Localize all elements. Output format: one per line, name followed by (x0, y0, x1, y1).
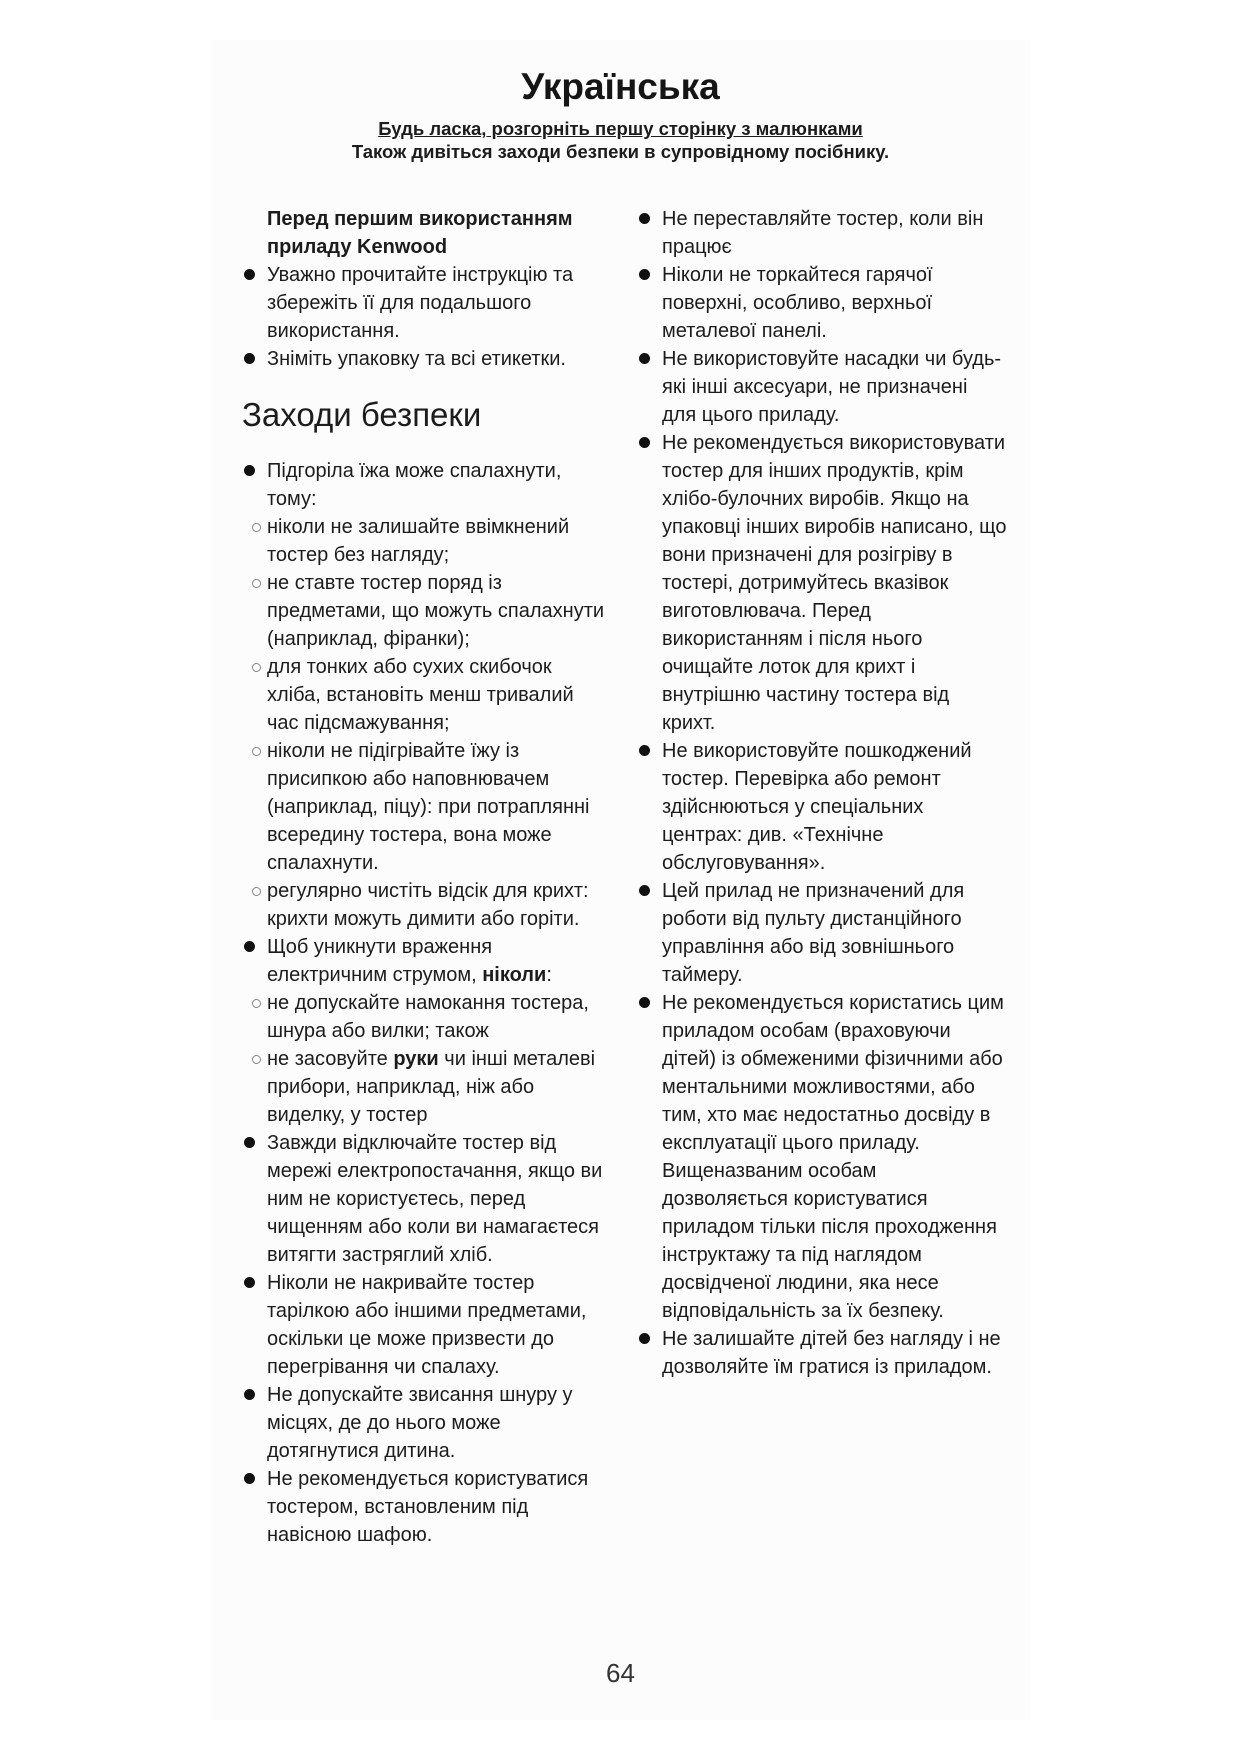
list-item: Не переставляйте тостер, коли він працює (637, 205, 1007, 261)
list-item: Не рекомендується користуватися тостером, встановленим під навісною шафою. (242, 1465, 607, 1549)
sub-list-item (242, 1045, 607, 1129)
list-item: Не залишайте дітей без нагляду і не дозволяйте їм гратися із приладом. (637, 1325, 1007, 1381)
sub-list-item: не ставте тостер поряд із предметами, що можуть спалахнути (наприклад, фіранки); (242, 569, 607, 653)
sub-list-item: для тонких або сухих скибочок хліба, встановіть менш тривалий час підсмажування; (242, 653, 607, 737)
page-number: 64 (606, 1658, 635, 1688)
sub-list-item: ніколи не залишайте ввімкнений тостер без нагляду; (242, 513, 607, 569)
intro-heading: Перед першим використанням приладу Kenwood (267, 208, 573, 258)
list-item: Не допускайте звисання шнуру у місцях, де до нього може дотягнутися дитина. (242, 1381, 607, 1465)
left-column (242, 205, 607, 1549)
list-item-fire: Підгоріла їжа може спалахнути, тому: (242, 457, 607, 513)
sub-list-item: регулярно чистіть відсік для крихт: крихти можуть димити або горіти. (242, 877, 607, 933)
list-item: Не використовуйте насадки чи будь-які інші аксесуари, не призначені для цього приладу. (637, 345, 1007, 429)
sub-item-emphasis: руки (393, 1048, 439, 1070)
sub-list-item: не допускайте намокання тостера, шнура або вилки; також (242, 989, 607, 1045)
right-column (637, 205, 1007, 1381)
intro-list (242, 261, 607, 373)
sub-list-item: ніколи не підігрівайте їжу із присипкою або наповнювачем (наприклад, піцу): при потраплянні всередину тостера, вона може спалахнути. (242, 737, 607, 877)
list-item: Уважно прочитайте інструкцію та збережіть її для подальшого використання. (242, 261, 607, 345)
list-item: Зніміть упаковку та всі етикетки. (242, 345, 607, 373)
safety-heading: Заходи безпеки (242, 396, 482, 433)
subtitle-unfold-notice: Будь ласка, розгорніть першу сторінку з малюнками (378, 118, 863, 139)
list-item: Не рекомендується використовувати тостер для інших продуктів, крім хлібо-булочних виробів. Якщо на упаковці інших виробів написано, що вони призначені для розігріву в тостері, дотримуйтесь вказівок виготовлювача. Перед використанням і після нього очищайте лоток для крихт і внутрішню частину тостера від крихт. (637, 429, 1007, 737)
list-item: Не рекомендується користатись цим приладом особам (враховуючи дітей) із обмеженими фізичними або ментальними можливостями, або тим, хто має недостатньо досвіду в експлуатації цього приладу. Вищеназваним особам дозволяється користуватися приладом тільки після проходження інструктажу та під наглядом досвідченої людини, яка несе відповідальність за їх безпеку. (637, 989, 1007, 1325)
shock-intro-emphasis: ніколи (482, 964, 547, 986)
safety-list (242, 457, 607, 1549)
safety-list-continued (637, 205, 1007, 1381)
list-item: Завжди відключайте тостер від мережі електропостачання, якщо ви ним не користуєтесь, перед чищенням або коли ви намагаєтеся витягти застряглий хліб. (242, 1129, 607, 1269)
sub-item-text: не засовуйте (267, 1048, 394, 1070)
page-title: Українська (521, 66, 720, 107)
sub-item-text-rest: чи інші металеві прибори, наприклад, ніж або виделку, у тостер (267, 1048, 596, 1126)
list-item-shock (242, 933, 607, 989)
shock-intro-text: Щоб уникнути враження електричним струмом, (267, 936, 493, 986)
subtitle-safety-reference: Також дивіться заходи безпеки в супровідному посібнику. (351, 141, 890, 162)
list-item: Ніколи не накривайте тостер тарілкою або іншими предметами, оскільки це може призвести до перегрівання чи спалаху. (242, 1269, 607, 1381)
list-item: Цей прилад не призначений для роботи від пульту дистанційного управління або від зовнішнього таймеру. (637, 877, 1007, 989)
list-item: Ніколи не торкайтеся гарячої поверхні, особливо, верхньої металевої панелі. (637, 261, 1007, 345)
shock-intro-colon: : (546, 964, 552, 986)
list-item: Не використовуйте пошкоджений тостер. Перевірка або ремонт здійснюються у спеціальних центрах: див. «Технічне обслуговування». (637, 737, 1007, 877)
